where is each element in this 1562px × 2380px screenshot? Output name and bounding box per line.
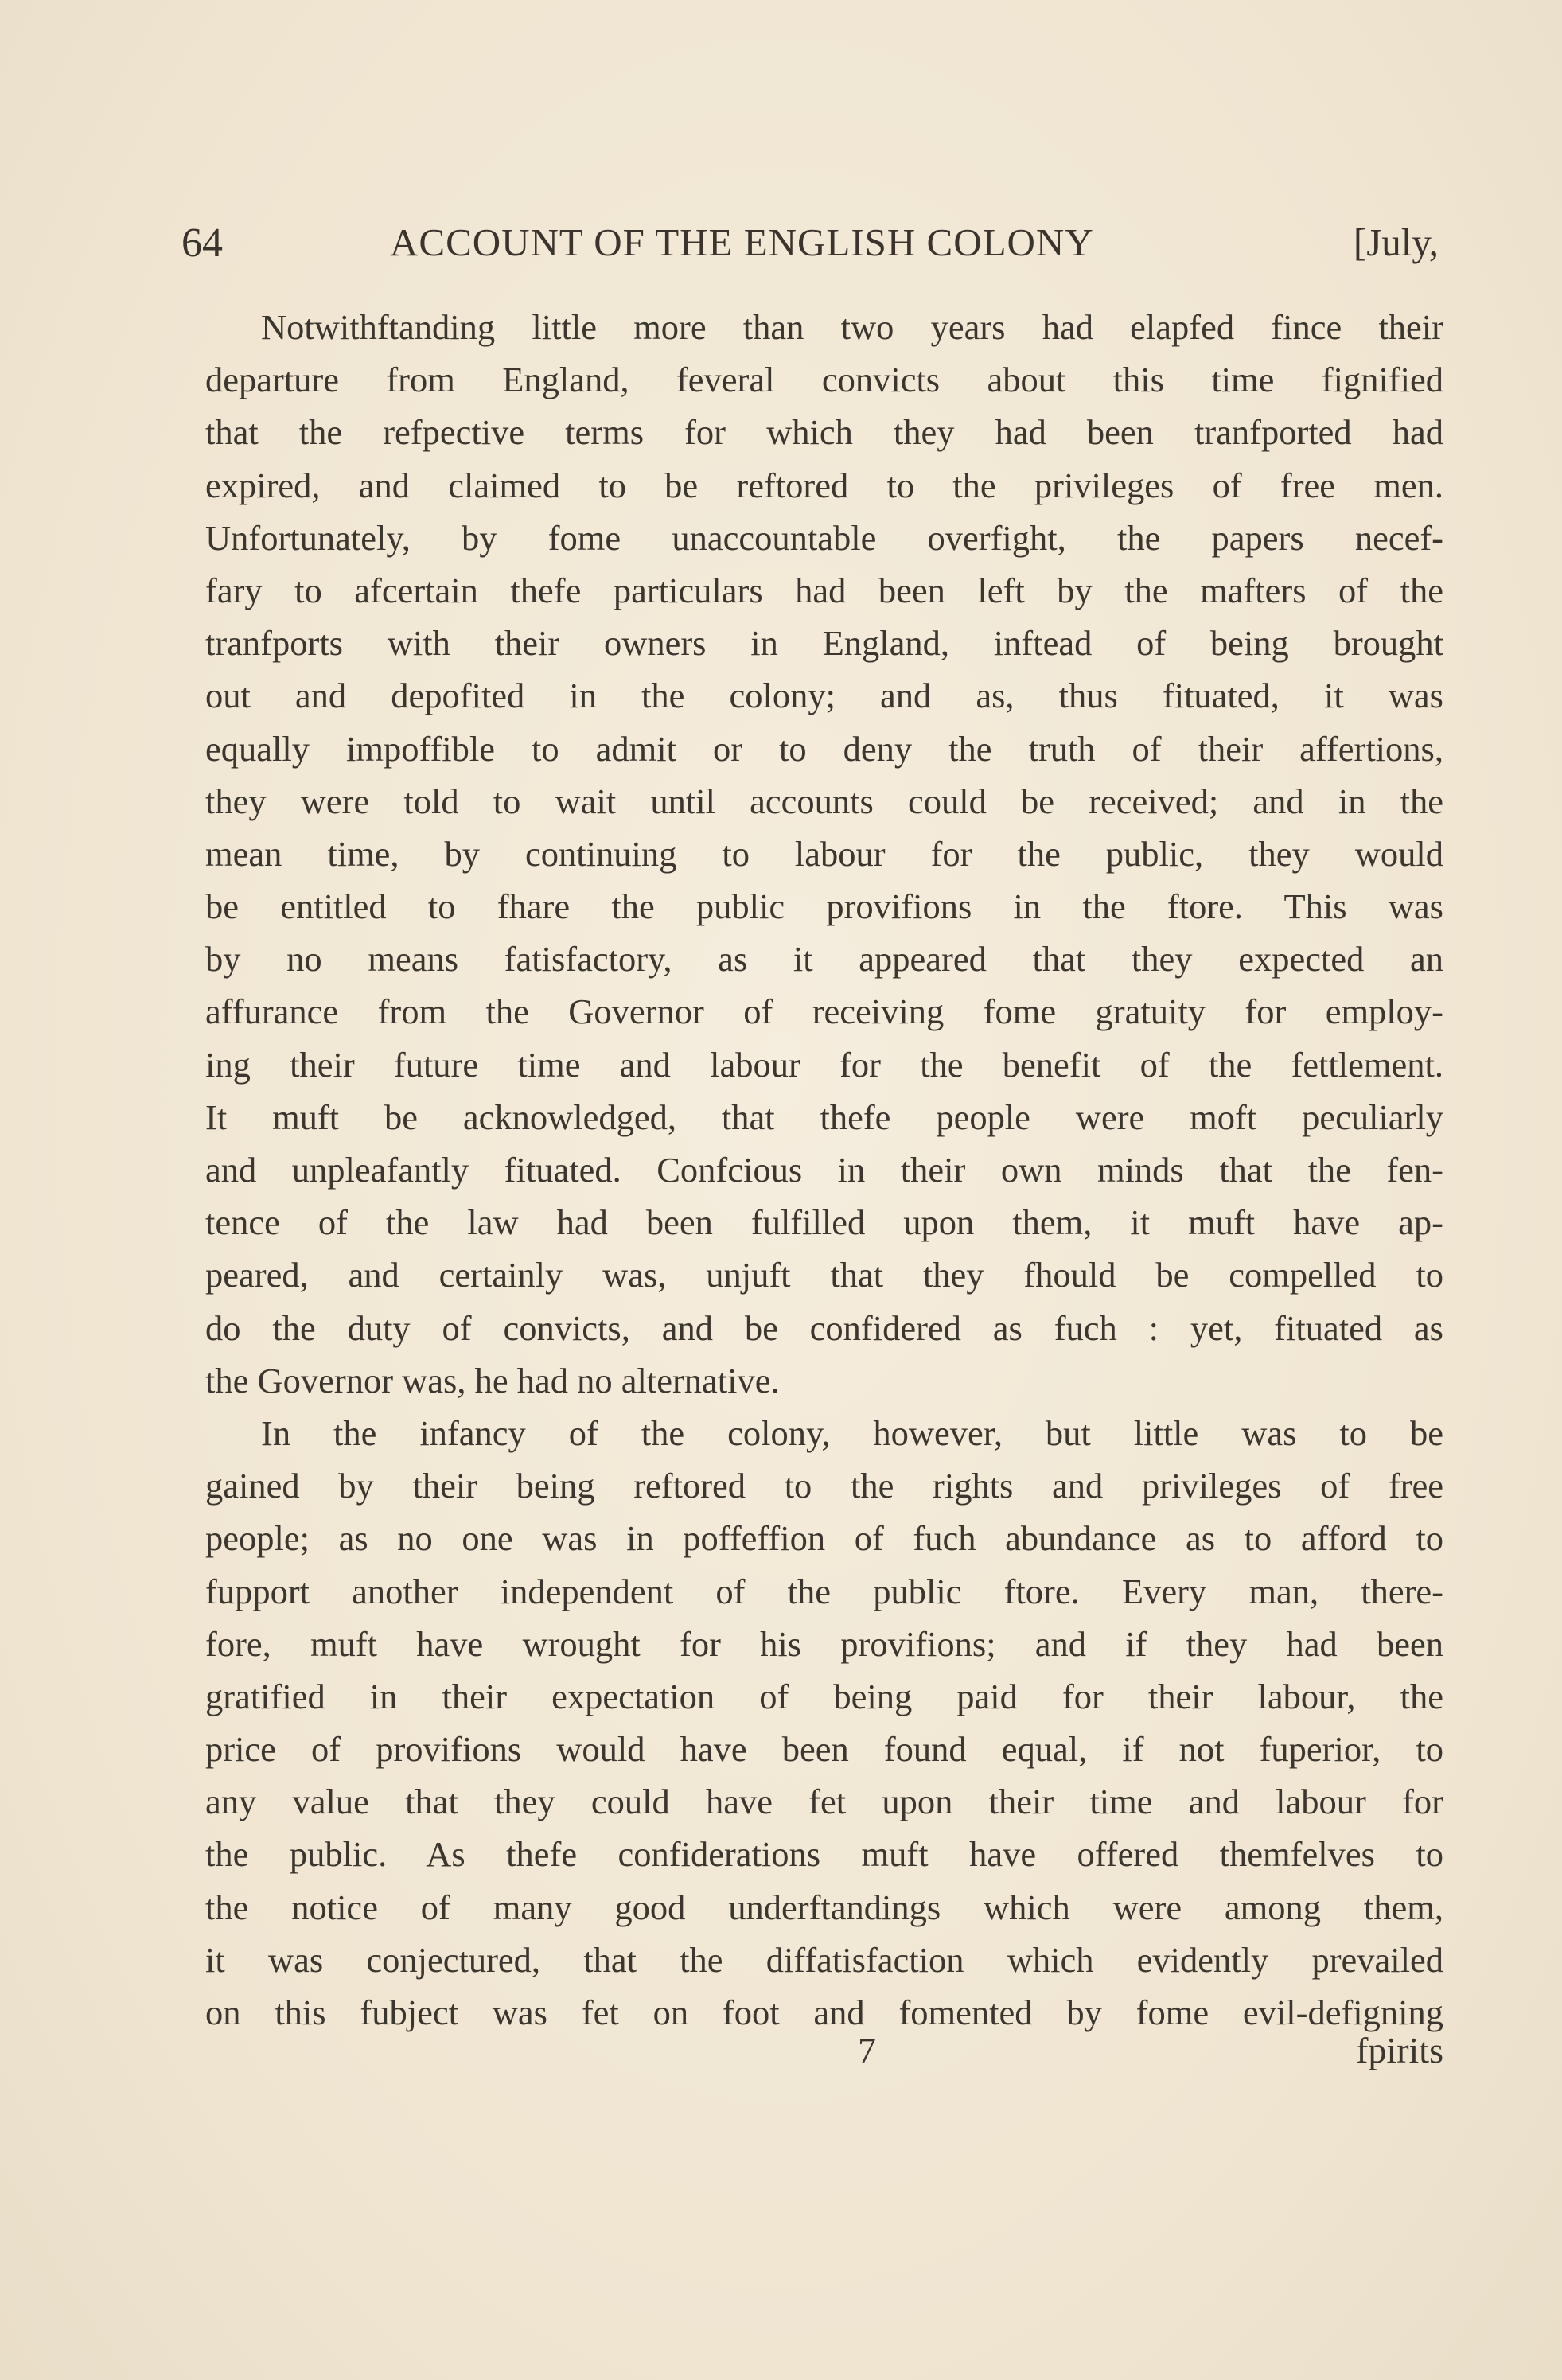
page-number: 64 (181, 220, 223, 266)
text-line: price of provifions would have been found equal, if not fuperior, to (205, 1729, 1443, 1770)
text-line: expired, and claimed to be reftored to the privileges of free men. (205, 465, 1443, 505)
header-month: [July, (1353, 220, 1439, 264)
text-line: Unfortunately, by fome unaccountable overfight, the papers necef- (205, 517, 1443, 558)
text-line: any value that they could have fet upon their time and labour for (205, 1782, 1443, 1822)
paragraph (205, 301, 1443, 1407)
text-line: on this fubject was fet on foot and fomented by fome evil-defigning (205, 1992, 1443, 2032)
text-line: Notwithftanding little more than two years had elapfed fince their (261, 307, 1443, 347)
text-line: tranfports with their owners in England, inftead of being brought (205, 623, 1443, 664)
body-text (205, 301, 1443, 2039)
catchword: fpirits (1356, 2030, 1443, 2070)
text-line: peared, and certainly was, unjuft that they fhould be compelled to (205, 1255, 1443, 1295)
text-line: mean time, by continuing to labour for the public, they would (205, 833, 1443, 874)
text-line: gained by their being reftored to the rights and privileges of free (205, 1466, 1443, 1506)
text-line: fupport another independent of the public ftore. Every man, there- (205, 1571, 1443, 1611)
text-line: the public. As thefe confiderations muft have offered themfelves to (205, 1834, 1443, 1875)
text-line: out and depofited in the colony; and as, thus fituated, it was (205, 676, 1443, 716)
running-title: ACCOUNT OF THE ENGLISH COLONY (390, 220, 1094, 264)
text-line: the notice of many good underftandings which were among them, (205, 1887, 1443, 1927)
text-line: people; as no one was in poffeffion of fuch abundance as to afford to (205, 1518, 1443, 1559)
text-line: affurance from the Governor of receiving fome gratuity for employ- (205, 991, 1443, 1032)
text-line: tence of the law had been fulfilled upon them, it muft have ap- (205, 1202, 1443, 1243)
text-line: it was conjectured, that the diffatisfaction which evidently prevailed (205, 1939, 1443, 1980)
text-line: fary to afcertain thefe particulars had been left by the mafters of the (205, 570, 1443, 610)
text-line: the Governor was, he had no alternative. (205, 1360, 780, 1400)
text-line: It muft be acknowledged, that thefe people were moft peculiarly (205, 1097, 1443, 1137)
page-header (181, 213, 1439, 277)
text-line: be entitled to fhare the public provifions in the ftore. This was (205, 886, 1443, 927)
text-line: they were told to wait until accounts could be received; and in the (205, 781, 1443, 821)
text-line: gratified in their expectation of being paid for their labour, the (205, 1676, 1443, 1716)
text-line: In the infancy of the colony, however, but little was to be (261, 1412, 1443, 1453)
text-line: by no means fatisfactory, as it appeared that they expected an (205, 939, 1443, 980)
page-footer (205, 2029, 1443, 2085)
signature-mark: 7 (858, 2030, 876, 2070)
text-line: that the refpective terms for which they had been tranfported had (205, 412, 1443, 453)
text-line: do the duty of convicts, and be confidered as fuch : yet, fituated as (205, 1307, 1443, 1348)
text-line: and unpleafantly fituated. Confcious in their own minds that the fen- (205, 1150, 1443, 1190)
paragraph (205, 1407, 1443, 2039)
text-line: equally impoffible to admit or to deny the truth of their affertions, (205, 728, 1443, 769)
text-line: fore, muft have wrought for his provifions; and if they had been (205, 1623, 1443, 1664)
text-line: departure from England, feveral convicts about this time fignified (205, 360, 1443, 400)
text-line: ing their future time and labour for the benefit of the fettlement. (205, 1044, 1443, 1085)
